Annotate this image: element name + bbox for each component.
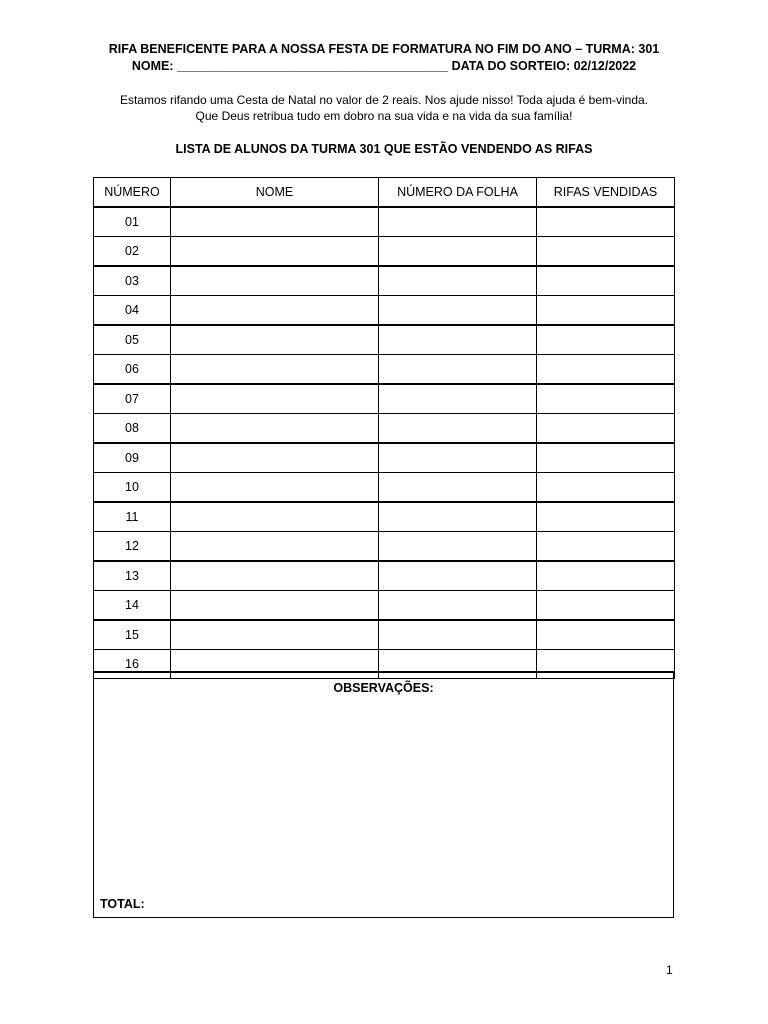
row-number-cell: 07: [94, 384, 171, 414]
table-row: [94, 414, 675, 444]
row-name-cell: [171, 502, 379, 532]
row-number-cell: 04: [94, 296, 171, 326]
row-sheet-number-cell: [379, 591, 537, 621]
row-name-cell: [171, 384, 379, 414]
row-raffles-sold-cell: [537, 355, 675, 385]
row-sheet-number-cell: [379, 237, 537, 267]
table-row: [94, 443, 675, 473]
row-name-cell: [171, 296, 379, 326]
column-header-number: NÚMERO: [94, 178, 171, 208]
column-header-sheet-number: NÚMERO DA FOLHA: [379, 178, 537, 208]
row-number-cell: 12: [94, 532, 171, 562]
row-raffles-sold-cell: [537, 473, 675, 503]
row-raffles-sold-cell: [537, 502, 675, 532]
row-name-cell: [171, 561, 379, 591]
row-number-cell: 15: [94, 620, 171, 650]
table-row: [94, 384, 675, 414]
row-number-cell: 13: [94, 561, 171, 591]
row-raffles-sold-cell: [537, 296, 675, 326]
table-row: [94, 325, 675, 355]
table-row: [94, 591, 675, 621]
table-row: [94, 296, 675, 326]
row-number-cell: 05: [94, 325, 171, 355]
row-sheet-number-cell: [379, 266, 537, 296]
row-raffles-sold-cell: [537, 325, 675, 355]
row-raffles-sold-cell: [537, 561, 675, 591]
row-sheet-number-cell: [379, 502, 537, 532]
row-name-cell: [171, 266, 379, 296]
row-raffles-sold-cell: [537, 532, 675, 562]
roster-body: [94, 207, 675, 679]
row-sheet-number-cell: [379, 443, 537, 473]
row-sheet-number-cell: [379, 414, 537, 444]
table-row: [94, 561, 675, 591]
row-number-cell: 02: [94, 237, 171, 267]
observations-box: [93, 671, 674, 918]
row-name-cell: [171, 414, 379, 444]
row-sheet-number-cell: [379, 532, 537, 562]
row-sheet-number-cell: [379, 355, 537, 385]
row-name-cell: [171, 620, 379, 650]
row-sheet-number-cell: [379, 561, 537, 591]
row-name-cell: [171, 473, 379, 503]
row-number-cell: 06: [94, 355, 171, 385]
row-number-cell: 10: [94, 473, 171, 503]
list-title: LISTA DE ALUNOS DA TURMA 301 QUE ESTÃO VENDENDO AS RIFAS: [175, 142, 593, 156]
row-number-cell: 14: [94, 591, 171, 621]
table-row: [94, 620, 675, 650]
row-name-cell: [171, 443, 379, 473]
row-sheet-number-cell: [379, 384, 537, 414]
table-row: [94, 473, 675, 503]
row-number-cell: 11: [94, 502, 171, 532]
raffle-message-line-1: Estamos rifando uma Cesta de Natal no valor de 2 reais. Nos ajude nisso! Toda ajuda é bem-vinda.: [119, 93, 649, 107]
name-and-draw-date-line: NOME: _______________________________________ DATA DO SORTEIO: 02/12/2022: [131, 59, 637, 73]
row-name-cell: [171, 207, 379, 237]
row-raffles-sold-cell: [537, 414, 675, 444]
table-row: [94, 237, 675, 267]
row-name-cell: [171, 237, 379, 267]
row-sheet-number-cell: [379, 207, 537, 237]
row-raffles-sold-cell: [537, 620, 675, 650]
column-header-name: NOME: [171, 178, 379, 208]
row-raffles-sold-cell: [537, 384, 675, 414]
observations-label: OBSERVAÇÕES:: [333, 681, 434, 695]
row-number-cell: 03: [94, 266, 171, 296]
table-row: [94, 355, 675, 385]
row-number-cell: 01: [94, 207, 171, 237]
row-name-cell: [171, 325, 379, 355]
row-sheet-number-cell: [379, 473, 537, 503]
row-sheet-number-cell: [379, 620, 537, 650]
row-number-cell: 09: [94, 443, 171, 473]
row-raffles-sold-cell: [537, 207, 675, 237]
table-header-row: [94, 178, 675, 208]
page-number: 1: [666, 963, 673, 977]
row-raffles-sold-cell: [537, 237, 675, 267]
row-sheet-number-cell: [379, 296, 537, 326]
table-row: [94, 207, 675, 237]
row-raffles-sold-cell: [537, 443, 675, 473]
student-roster-table: [93, 177, 675, 679]
row-sheet-number-cell: [379, 325, 537, 355]
table-row: [94, 532, 675, 562]
form-title: RIFA BENEFICENTE PARA A NOSSA FESTA DE FORMATURA NO FIM DO ANO – TURMA: 301: [108, 42, 660, 56]
raffle-message-line-2: Que Deus retribua tudo em dobro na sua vida e na vida da sua família!: [195, 109, 573, 123]
row-raffles-sold-cell: [537, 266, 675, 296]
table-row: [94, 266, 675, 296]
row-name-cell: [171, 355, 379, 385]
row-number-cell: 08: [94, 414, 171, 444]
row-number-cell: 16: [94, 650, 171, 679]
row-name-cell: [171, 532, 379, 562]
column-header-raffles-sold: RIFAS VENDIDAS: [537, 178, 675, 208]
row-name-cell: [171, 591, 379, 621]
table-row: [94, 502, 675, 532]
row-raffles-sold-cell: [537, 591, 675, 621]
total-label: TOTAL:: [100, 897, 145, 911]
